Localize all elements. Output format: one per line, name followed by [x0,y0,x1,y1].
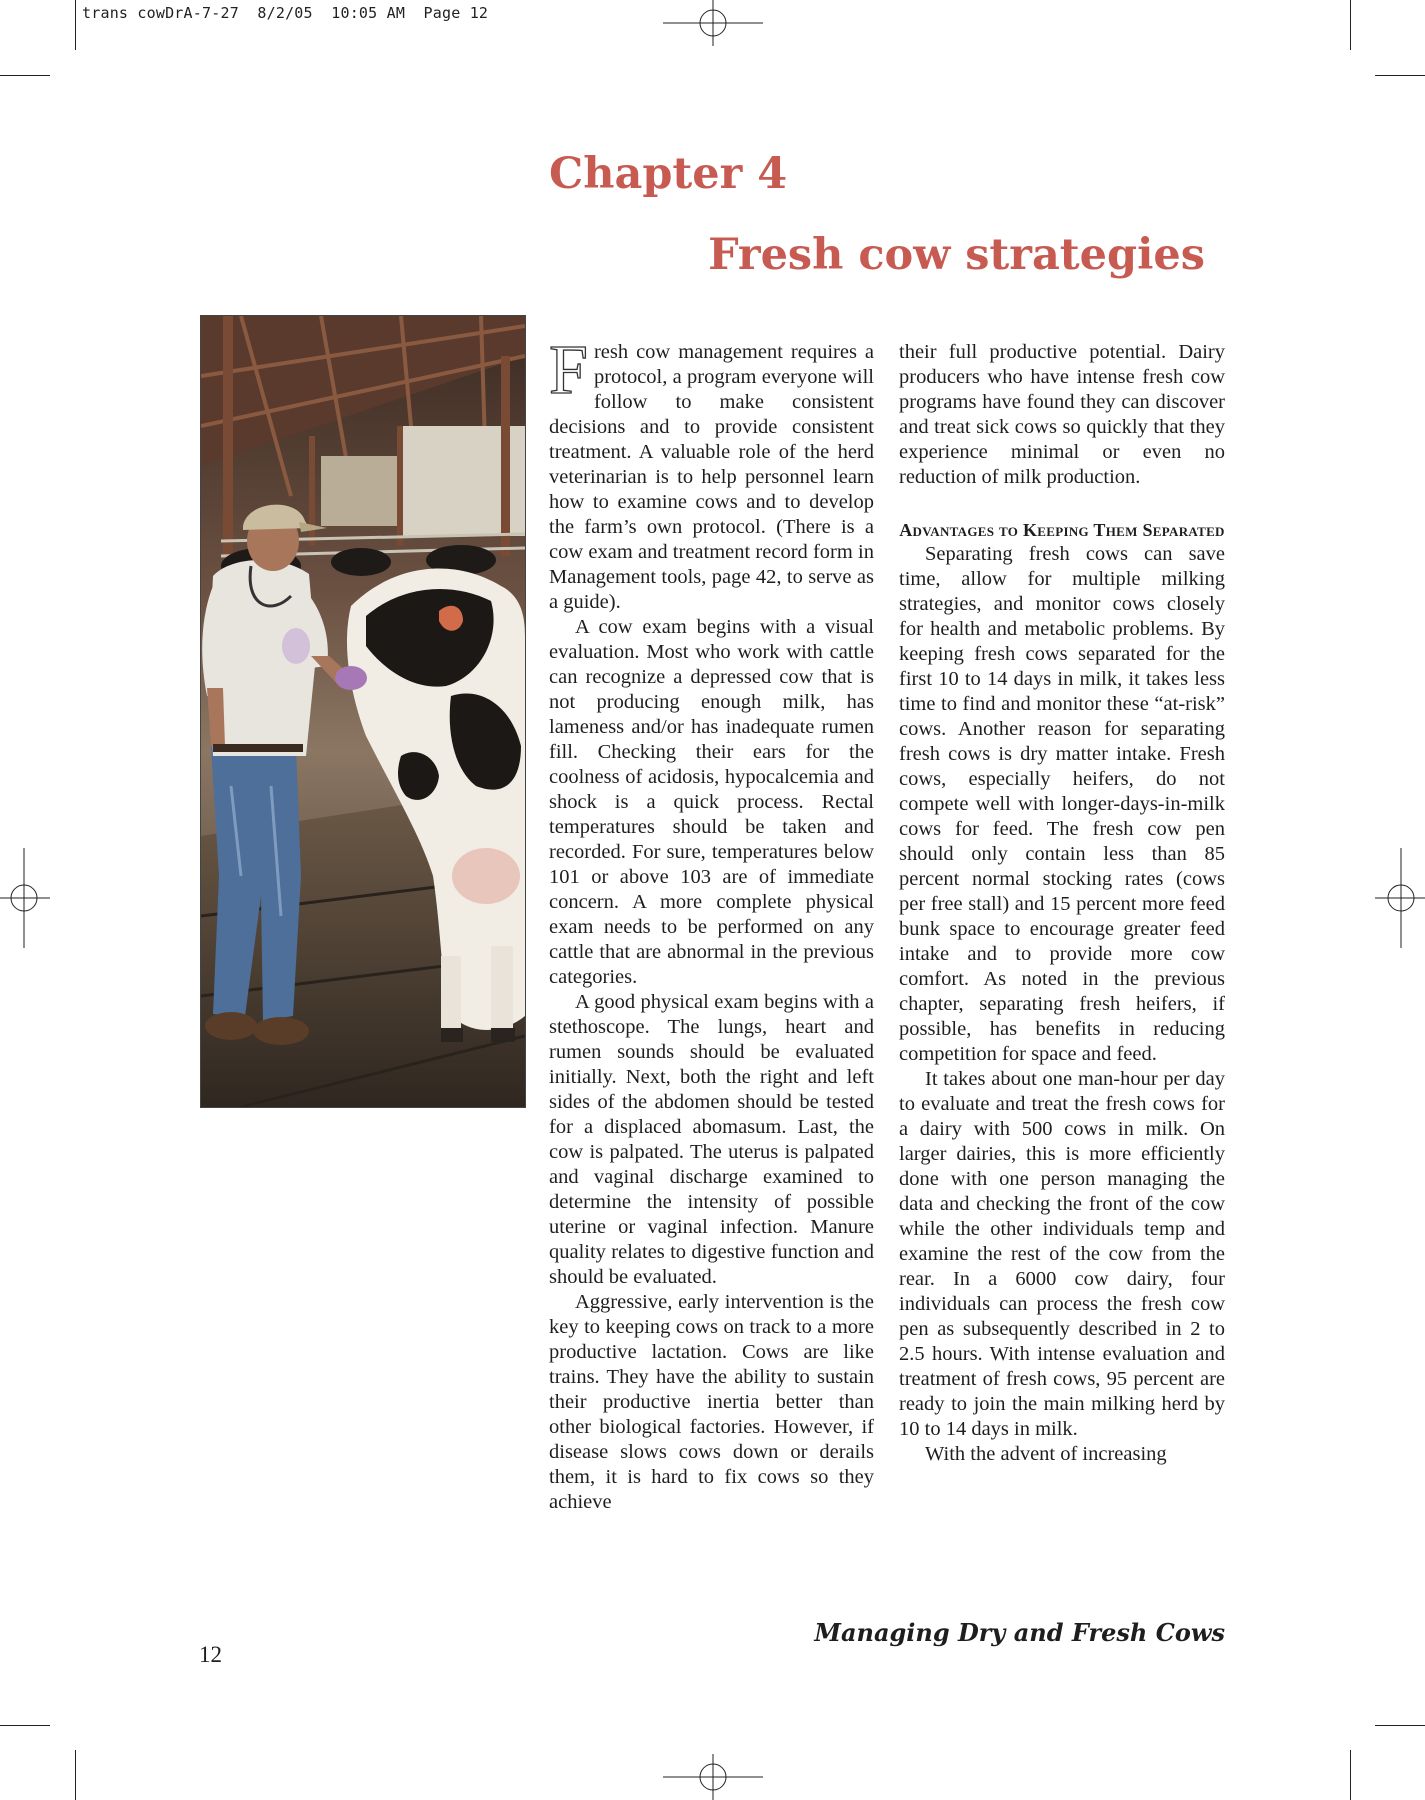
paragraph-advent: With the advent of increasing [925,1443,1167,1465]
crop-mark-bottom-left-vertical [75,1750,76,1800]
crop-mark-top-right-horizontal [1375,75,1425,76]
paragraph-physical-exam: A good physical exam begins with a stethoscope. The lungs, heart and rumen sounds should be evaluated initially. Next, both the right and left sides of the abdomen should be tested for a displaced abomasum. Last, the cow is palpated. The uterus is palpated and vaginal discharge examined to determine the intensity of possible uterine or vaginal infection. Manure quality relates to digestive function and should be evaluated. [549,991,874,1288]
photo-worker-with-cow [200,315,526,1108]
page-number: 12 [199,1642,222,1667]
registration-mark-top [663,0,763,46]
paragraph-visual-evaluation: A cow exam begins with a visual evaluation. Most who work with cattle can recognize a depressed cow that is not producing enough milk, has lameness and/or has inadequate rumen fill. Checking their ears for the coolness of acidosis, hypocalcemia and shock is a quick process. Rectal temperatures should be taken and recorded. For sure, temperatures below 101 or above 103 are of immediate concern. A more complete physical exam needs to be performed on any cattle that are abnormal in the previous categories. [549,616,874,988]
paragraph-intro-text: resh cow management requires a protocol, a program everyone will follow to make consistent decisions and to provide consistent treatment. A valuable role of the herd veterinarian is to help personnel learn how to examine cows and to develop the farm’s own protocol. (There is a cow exam and treatment record form in Management tools, page 42, to serve as a guide). [549,341,874,613]
chapter-label: Chapter 4 [549,149,788,199]
crop-mark-top-right-vertical [1350,0,1351,50]
registration-mark-left [0,848,50,948]
paragraph-continuation: their full productive potential. Dairy producers who have intense fresh cow programs have found they can discover and treat sick cows so quickly that they experience minimal or even no reduction of milk production. [899,341,1225,488]
paragraph-intro [549,340,874,615]
registration-mark-right [1375,848,1425,948]
paragraph-early-intervention: Aggressive, early intervention is the key to keeping cows on track to a more productive lactation. Cows are like trains. They have the ability to sustain their productive inertia better than other biological factories. However, if disease slows cows down or derails them, it is hard to fix cows so they achieve [549,1291,874,1513]
printer-slug: trans cowDrA-7-27 8/2/05 10:05 AM Page 12 [82,4,489,22]
chapter-title: Fresh cow strategies [708,230,1205,280]
paragraph-separating-fresh-cows: Separating fresh cows can save time, allow for multiple milking strategies, and monitor cows closely for health and metabolic problems. By keeping fresh cows separated for the first 10 to 14 days in milk, it takes less time to find and monitor these “at-risk” cows. Another reason for separating fresh cows is dry matter intake. Fresh cows, especially heifers, do not compete well with longer-days-in-milk cows for feed. The fresh cow pen should only contain less than 85 percent normal stocking rates (cows per free stall) and 15 percent more feed bunk space to encourage greater feed intake and to provide more cow comfort. As noted in the previous chapter, separating fresh heifers, if possible, has benefits in reducing competition for space and feed. [899,543,1225,1065]
body-column-left [549,340,874,1600]
crop-mark-bottom-right-horizontal [1375,1725,1425,1726]
registration-mark-bottom [663,1754,763,1800]
body-column-right [899,340,1225,1600]
section-subheading: Advantages to Keeping Them Separated [899,520,1225,540]
running-footer-title: Managing Dry and Fresh Cows [814,1618,1225,1647]
crop-mark-bottom-right-vertical [1350,1750,1351,1800]
paragraph-labor-time: It takes about one man-hour per day to evaluate and treat the fresh cows for a dairy with 500 cows in milk. On larger dairies, this is more efficiently done with one person managing the data and checking the front of the cow while the other individuals temp and examine the rest of the cow from the rear. In a 6000 cow dairy, four individuals can process the fresh cow pen as subsequently described in 2 to 2.5 hours. With intense evaluation and treatment of fresh cows, 95 percent are ready to join the main milking herd by 10 to 14 days in milk. [899,1068,1225,1440]
crop-mark-top-left-horizontal [0,75,50,76]
crop-mark-top-left-vertical [75,0,76,50]
crop-mark-bottom-left-horizontal [0,1725,50,1726]
dropcap-letter: F [549,340,588,409]
